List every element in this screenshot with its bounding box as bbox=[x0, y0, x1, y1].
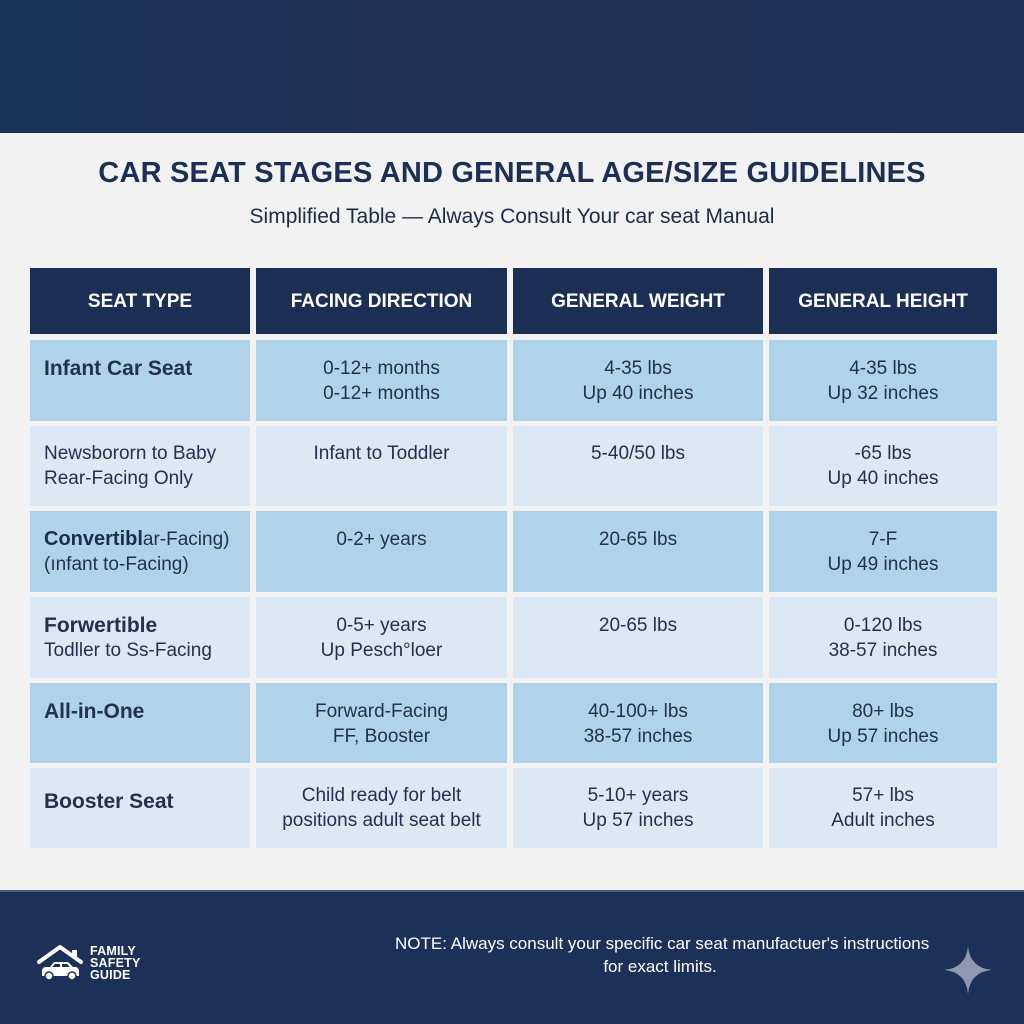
table-row-5-seat-type bbox=[30, 683, 250, 763]
table-row-5-height bbox=[769, 683, 997, 763]
seat-type-rest: ar-Facing) bbox=[142, 529, 230, 550]
logo-line: FAMILY bbox=[90, 944, 136, 958]
cell-line: 38-57 inches bbox=[583, 726, 693, 747]
column-header-seat-type: SEAT TYPE bbox=[30, 268, 250, 334]
cell-line: Infant to Toddler bbox=[313, 443, 450, 464]
table-row-3-weight bbox=[513, 511, 763, 592]
table-row-1-facing bbox=[256, 340, 507, 421]
cell-line: 7-F bbox=[868, 529, 898, 550]
table-row-1-weight bbox=[513, 340, 763, 421]
footer-note bbox=[395, 932, 975, 978]
cell-line: 57+ lbs bbox=[852, 785, 914, 806]
cell-line: 0-5+ years bbox=[336, 615, 427, 636]
cell-line: Up 57 inches bbox=[827, 726, 939, 747]
column-header-general-weight: GENERAL WEIGHT bbox=[513, 268, 763, 334]
table-row-2-weight bbox=[513, 426, 763, 506]
seat-type-name: All-in-One bbox=[44, 700, 145, 723]
cell-line: positions adult seat belt bbox=[282, 810, 481, 831]
logo-line: GUIDE bbox=[90, 968, 131, 982]
seat-type-name: Newsbororn to Baby bbox=[44, 443, 217, 464]
cell-line: 40-100+ lbs bbox=[588, 701, 688, 722]
cell-line: 5-10+ years bbox=[587, 785, 689, 806]
cell-line: Forward-Facing bbox=[314, 701, 449, 722]
table-row-5-facing bbox=[256, 683, 507, 763]
seat-type-desc: Rear-Facing Only bbox=[44, 468, 193, 489]
page-title: CAR SEAT STAGES AND GENERAL AGE/SIZE GUIDELINES bbox=[98, 157, 926, 189]
cell-line: 80+ lbs bbox=[852, 701, 914, 722]
seat-type-bold: Convertibl bbox=[44, 528, 143, 550]
cell-line: Up 49 inches bbox=[827, 554, 939, 575]
cell-line: 20-65 lbs bbox=[598, 615, 678, 636]
page-subtitle: Simplified Table — Always Consult Your car seat Manual bbox=[249, 205, 775, 228]
table-row-2-facing bbox=[256, 426, 507, 506]
top-banner bbox=[0, 0, 1024, 133]
cell-line: 4-35 lbs bbox=[604, 358, 672, 379]
seat-type-name: Forwertible bbox=[44, 614, 158, 637]
cell-line: Up Pesch°loer bbox=[320, 640, 443, 661]
cell-line: 0-12+ months bbox=[323, 383, 440, 404]
cell-line: Up 32 inches bbox=[827, 383, 939, 404]
column-header-general-height: GENERAL HEIGHT bbox=[769, 268, 997, 334]
table-row-4-height bbox=[769, 597, 997, 678]
cell-line: 0-120 lbs bbox=[843, 615, 923, 636]
table-row-2-height bbox=[769, 426, 997, 506]
table-row-6-height bbox=[769, 768, 997, 848]
seat-type-desc: Todller to Ss-Facing bbox=[44, 640, 212, 661]
seat-type-name bbox=[44, 527, 250, 552]
sparkle-icon bbox=[942, 944, 994, 996]
seat-type-desc: (ınfant to-Facing) bbox=[44, 554, 189, 575]
table-row-3-height bbox=[769, 511, 997, 592]
cell-line: 38-57 inches bbox=[828, 640, 938, 661]
table-row-3-seat-type bbox=[30, 511, 250, 592]
table-row-3-facing bbox=[256, 511, 507, 592]
table-row-4-facing bbox=[256, 597, 507, 678]
table-row-2-seat-type bbox=[30, 426, 250, 506]
cell-line: 20-65 lbs bbox=[598, 529, 678, 550]
logo-text bbox=[90, 945, 141, 981]
table-row-5-weight bbox=[513, 683, 763, 763]
cell-line: Up 40 inches bbox=[827, 468, 939, 489]
table-row-6-seat-type bbox=[30, 768, 250, 848]
column-header-facing-direction: FACING DIRECTION bbox=[256, 268, 507, 334]
cell-line: Child ready for belt bbox=[301, 785, 462, 806]
cell-line: Up 40 inches bbox=[582, 383, 694, 404]
family-safety-guide-logo bbox=[36, 944, 141, 982]
cell-line: 5-40/50 lbs bbox=[590, 443, 685, 464]
logo-line: SAFETY bbox=[90, 956, 141, 970]
cell-line: -65 lbs bbox=[854, 443, 912, 464]
cell-line: Up 57 inches bbox=[582, 810, 694, 831]
table-row-4-weight bbox=[513, 597, 763, 678]
cell-line: 0-12+ months bbox=[323, 358, 440, 379]
table-row-1-height bbox=[769, 340, 997, 421]
house-car-icon bbox=[36, 944, 84, 982]
note-line-1: NOTE: Always consult your specific car seat manufactuer's instructions bbox=[395, 934, 930, 953]
seat-type-name: Booster Seat bbox=[44, 790, 174, 813]
cell-line: 4-35 lbs bbox=[849, 358, 917, 379]
table-row-1-seat-type bbox=[30, 340, 250, 421]
table-row-6-weight bbox=[513, 768, 763, 848]
note-line-2: for exact limits. bbox=[603, 957, 717, 976]
table-row-6-facing bbox=[256, 768, 507, 848]
seat-type-name: Infant Car Seat bbox=[44, 357, 193, 380]
cell-line: 0-2+ years bbox=[336, 529, 427, 550]
table-row-4-seat-type bbox=[30, 597, 250, 678]
cell-line: Adult inches bbox=[831, 810, 935, 831]
cell-line: FF, Booster bbox=[332, 726, 431, 747]
